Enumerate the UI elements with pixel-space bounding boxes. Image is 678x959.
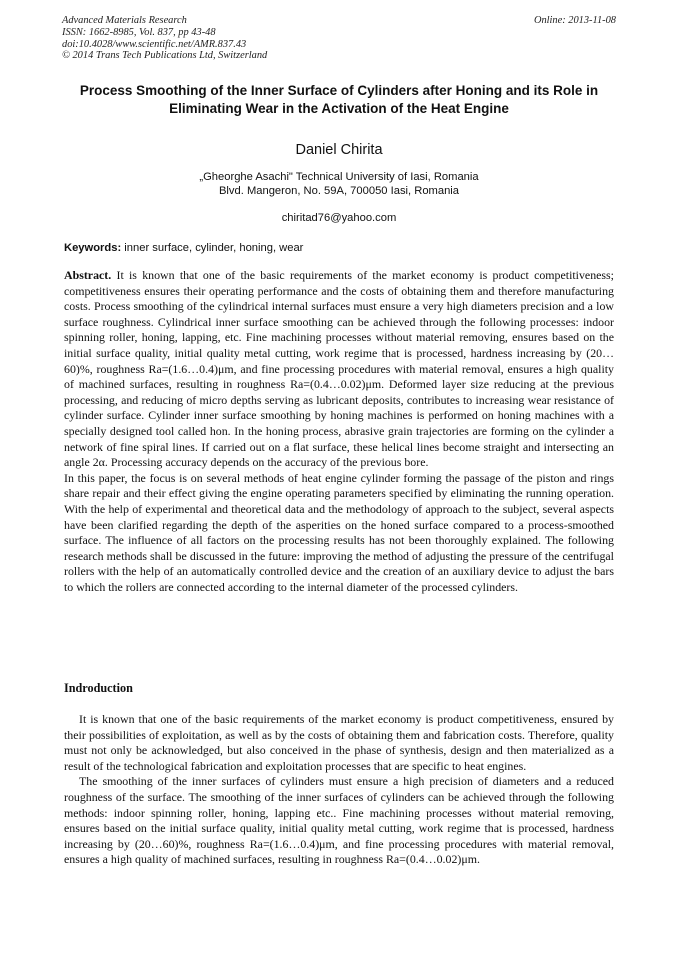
journal-name: Advanced Materials Research [62,15,187,26]
affiliation-line-1: „Gheorghe Asachi" Technical University of Iasi, Romania [199,171,479,183]
issn-line: ISSN: 1662-8985, Vol. 837, pp 43-48 [62,26,216,38]
author-email[interactable]: chiritad76@yahoo.com [281,212,397,224]
introduction-body [64,712,614,868]
online-date: Online: 2013-11-08 [533,15,616,26]
intro-paragraph-2: The smoothing of the inner surfaces of cylinders must ensure a high precision of diameters and a reduced roughness of the surface. The smoothing of the inner surfaces of cylinders can be achieved through the following methods: indoor spinning roller, honing, lapping etc.. Fine machining processes without material removing, ensures based on the initial surface quality, initial quality metal cutting, work regime that is processed, hardness increasing by (20…60)%, roughness Ra=(1.6…0.4)μm, and fine processing procedures with material removal, ensures a high quality of machined surfaces, resulting in roughness Ra=(0.4…0.02)μm. [64,774,614,867]
journal-header [62,15,616,62]
paper-title: Process Smoothing of the Inner Surface of Cylinders after Honing and its Role in Eliminating Wear in the Activation of the Heat Engine [79,83,599,116]
affiliation-line-2: Blvd. Mangeron, No. 59A, 700050 Iasi, Romania [218,185,460,197]
abstract [64,268,614,595]
section-heading-introduction: Indroduction [64,681,133,695]
copyright-line: © 2014 Trans Tech Publications Ltd, Switzerland [62,50,268,62]
keywords-text: inner surface, cylinder, honing, wear [121,242,304,254]
abstract-paragraph-1 [64,268,614,471]
affiliation [60,170,618,198]
abstract-label: Abstract. [64,268,112,282]
abstract-paragraph-2: In this paper, the focus is on several methods of heat engine cylinder forming the passage of the piston and rings share repair and their effect giving the engine operating parameters specified by eliminating the running operation. With the help of experimental and theoretical data and the methodology of approach to the subject, several aspects have been clarified regarding the depth of the asperities on the honed surface compared to a process-smoothed surface. The influence of all factors on the processing results has not been thoroughly explained. The following research methods shall be discussed in the future: improving the method of adjusting the pressure of the centrifugal rollers with the help of an automatically controlled device and the creation of an auxiliary device to adjust the bars to which the rollers are connected according to the internal diameter of the processed cylinders. [64,470,614,594]
doi-line: doi:10.4028/www.scientific.net/AMR.837.43 [62,38,247,50]
intro-paragraph-1: It is known that one of the basic requirements of the market economy is product competitiveness, ensured by their possibilities of exploitation, as well as by the costs of obtaining them and fabrication costs. Therefore, quality must not only be acknowledged, but also conceived in the phase of synthesis, design and then materialized as a result of the technological fabrication and exploitation processes that are specific to heat engines. [64,712,614,773]
abstract-text-1: It is known that one of the basic requirements of the market economy is product competitiveness; competitiveness ensures their operating performance and the costs of obtaining them and therefore manufacturing costs. Process smoothing of the cylindrical internal surfaces must ensure a very high diameters precision and a low surface roughness. Cylindrical inner surface smoothing can be achieved through the following processes: indoor spinning roller, honing, lapping, etc. Fine machining processes without material removing, ensures based on the initial surface quality, initial quality metal cutting, work regime that is processed, hardness increasing by (20…60)%, roughness Ra=(1.6…0.4)μm, and fine processing procedures with material removal, ensures a high quality of machined surfaces, resulting in roughness Ra=(0.4…0.02)μm. Deformed layer size reducing at the previous processing, and reducing of micro depths serving as lubricant deposits, contributes to increasing wear resistance of cylinder surface. Cylinder inner surface smoothing by honing machines is performed on honing machines with a specially designed tool called hon. In the honing process, abrasive grain trajectories are forming on the cylinder a network of fine spiral lines. If carried out on a flat surface, these helical lines become straight and intersecting an angle 2α. Processing accuracy depends on the accuracy of the previous bore. [64,268,614,470]
keywords-label: Keywords: [64,242,122,254]
author-name: Daniel Chirita [295,142,383,158]
keywords [64,241,614,255]
